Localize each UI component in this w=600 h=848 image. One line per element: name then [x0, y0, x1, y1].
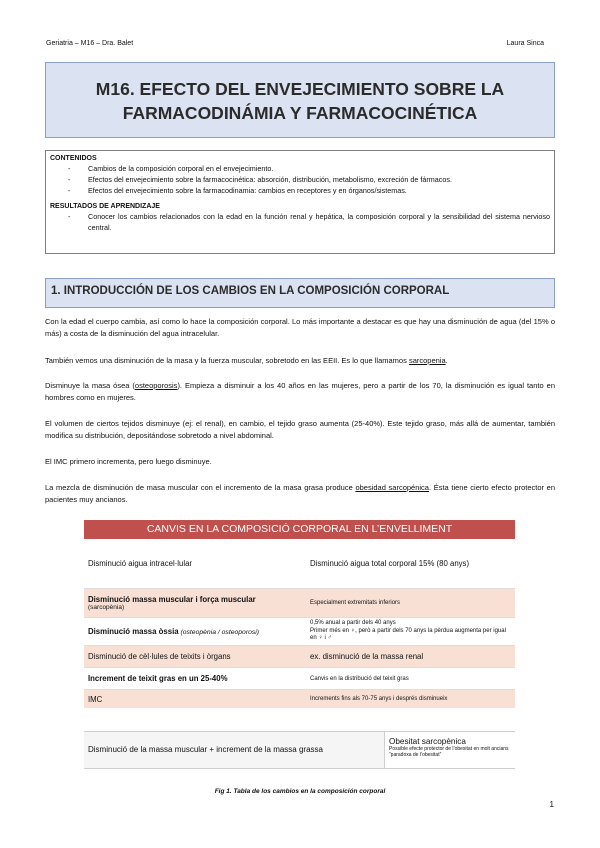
table-cell: ex. disminució de la massa renal	[310, 652, 424, 661]
table-cell: Increments fins als 70-75 anys i després disminueix	[310, 696, 448, 702]
table-row	[84, 690, 515, 708]
header-right: Laura Sinca	[506, 40, 544, 47]
section-title: 1. INTRODUCCIÓN DE LOS CAMBIOS EN LA COMPOSICIÓN CORPORAL	[45, 278, 555, 308]
contents-item: - Efectos del envejecimiento sobre la farmacodinamia: cambios en receptores y en órganos/sistemas.	[50, 186, 550, 197]
paragraph	[45, 380, 555, 403]
table-cell	[84, 625, 306, 638]
term-osteoporosis: osteoporosis	[134, 381, 178, 390]
table-cell-text: Disminució massa muscular i força muscular	[88, 595, 256, 604]
figure-caption: Fig 1. Tabla de los cambios en la composición corporal	[214, 788, 386, 795]
paragraph-text: ). Empieza a disminuir a los 40 años en las mujeres, pero a partir de los 70, la disminución es igual tanto en hombres como en mujeres.	[45, 381, 555, 402]
paragraph: El IMC primero incrementa, pero luego disminuye.	[45, 457, 212, 466]
table-cell	[84, 593, 306, 613]
title-line2: FARMACODINÁMIA Y FARMACOCINÉTICA	[122, 103, 478, 123]
paragraph-text: También vemos una disminución de la masa y la fuerza muscular, sobretodo en las EEII. Es lo que llamamos	[45, 356, 409, 365]
paragraph	[45, 355, 555, 367]
contents-list	[50, 164, 550, 196]
table-row	[84, 646, 515, 668]
paragraph-text: Disminuye la masa ósea (	[45, 381, 135, 390]
paragraph-text: .	[445, 356, 448, 365]
summary-note: Possible efecte protector de l’obesitat en molt ancians “paradoxa de l’obesitat”	[389, 746, 509, 758]
term-sarcopenia: sarcopenia	[408, 356, 446, 365]
table-cell: Disminució aigua total corporal 15% (80 anys)	[310, 559, 470, 568]
table-cell: Disminució de cèl·lules de teixits i òrgans	[88, 652, 231, 661]
outcomes-list	[50, 212, 550, 234]
composition-table	[84, 520, 515, 708]
outcomes-item: - Conocer los cambios relacionados con la edad en la función renal y hepática, la composición corporal y la sensibilidad del sistema nervioso central.	[50, 212, 550, 234]
table-cell-sub: (sarcopènia)	[88, 604, 125, 611]
summary-title: Obesitat sarcopènica	[389, 737, 466, 746]
table-row	[84, 589, 515, 618]
table-row	[84, 618, 515, 646]
contents-item: - Efectos del envejecimiento sobre la farmacocinética: absorción, distribución, metabolismo, excreción de fármacos.	[50, 175, 550, 186]
table-cell: Especialment extremitats inferiors	[310, 600, 401, 606]
header-left: Geriatria – M16 – Dra. Balet	[46, 40, 134, 47]
table-cell: Canvis en la distribució del teixit gras	[310, 675, 409, 682]
summary-box	[84, 731, 515, 769]
title-box	[45, 62, 555, 138]
contents-item: - Cambios de la composición corporal en el envejecimiento.	[50, 164, 550, 175]
table-cell-italic: (osteopènia / osteoporosi)	[178, 629, 260, 636]
contents-heading: CONTENIDOS	[50, 155, 97, 162]
table-title: CANVIS EN LA COMPOSICIÓ CORPORAL EN L’ENVELLIMENT	[84, 520, 515, 539]
contents-box	[45, 150, 555, 254]
outcomes-heading: RESULTADOS DE APRENDIZAJE	[50, 203, 160, 211]
page-number: 1	[549, 800, 554, 809]
title-line1: M16. EFECTO DEL ENVEJECIMIENTO SOBRE LA	[95, 79, 505, 99]
table-cell: Disminució aigua intracel·lular	[88, 559, 193, 568]
table-cell: 0,5% anual a partir dels 40 anys Primer més en ♀, però a partir dels 70 anys la pèrdua augmenta per igual en ♀ i ♂	[310, 620, 506, 642]
table-cell-text: Disminució massa òssia	[88, 627, 179, 636]
paragraph-text: La mezcla de disminución de masa muscular con el incremento de la masa grasa produce	[45, 483, 356, 492]
summary-left: Disminució de la massa muscular + increment de la massa grassa	[88, 745, 323, 754]
paragraph	[45, 482, 555, 505]
paragraph-text: . Ésta tiene cierto efecto protector en pacientes muy ancianos.	[45, 483, 555, 504]
table-row	[84, 668, 515, 690]
summary-right	[384, 732, 515, 768]
paragraph: El volumen de ciertos tejidos disminuye (ej: el renal), en cambio, el tejido graso aumenta (25-40%). Este tejido graso, más allá de aumentar, también modifica su distribución, depositándose sobretodo a nivel abdominal.	[45, 419, 555, 440]
paragraph: Con la edad el cuerpo cambia, así como lo hace la composición corporal. Lo más importante a destacar es que hay una disminución de agua (del 15% o más) a costa de la disminución del agua intracelular.	[45, 317, 555, 338]
table-row	[84, 539, 515, 589]
table-cell: IMC	[88, 694, 103, 704]
term-obesidad-sarcopenica: obesidad sarcopénica	[355, 483, 429, 492]
table-cell: Increment de teixit gras en un 25-40%	[88, 674, 228, 683]
